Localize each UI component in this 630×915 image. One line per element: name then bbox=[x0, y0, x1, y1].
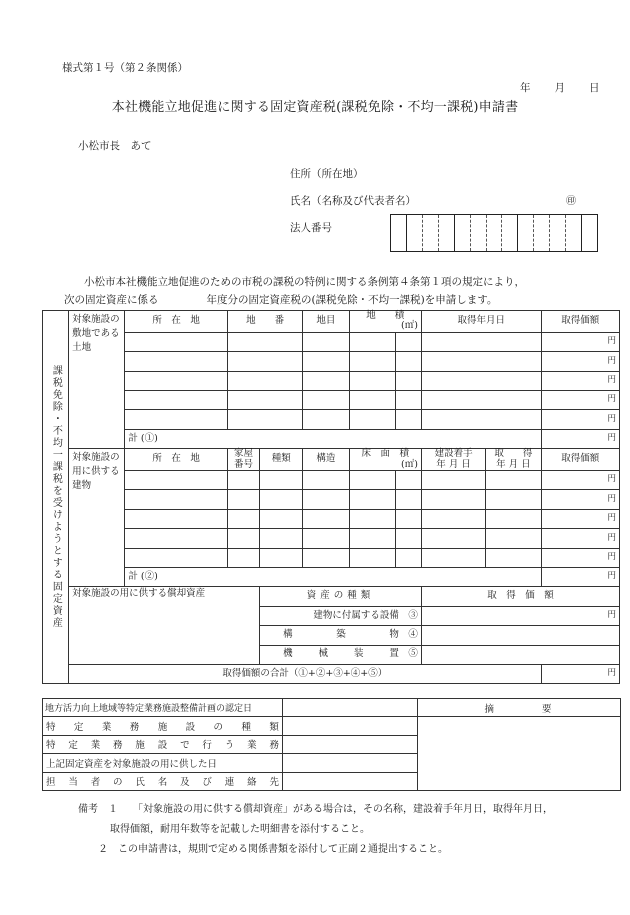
row3-char: 業 bbox=[247, 740, 257, 752]
land-area-decimal-cell[interactable] bbox=[395, 391, 421, 410]
contact-cell[interactable] bbox=[283, 772, 418, 790]
land-price-cell[interactable]: 円 bbox=[541, 410, 619, 429]
bldg-location-cell[interactable] bbox=[125, 548, 228, 567]
date-day-label: 日 bbox=[589, 82, 600, 94]
land-header-location: 所 在 地 bbox=[125, 311, 228, 333]
row5-char: び bbox=[202, 777, 212, 789]
land-area-decimal-cell[interactable] bbox=[395, 371, 421, 390]
summary-cell[interactable] bbox=[418, 717, 621, 791]
table-row bbox=[43, 509, 620, 528]
bldg-header-start bbox=[421, 449, 485, 471]
note-1-b: 取得価額，耐用年数等を記載した明細書を添付すること。 bbox=[110, 824, 370, 835]
bldg-floor-cell[interactable] bbox=[349, 529, 395, 548]
bldg-header-house-no bbox=[227, 449, 259, 471]
land-header-acq-price: 取得価額 bbox=[541, 311, 619, 333]
land-area-cell[interactable] bbox=[349, 371, 395, 390]
bldg-header-house-no-2: 番号 bbox=[233, 458, 253, 470]
dep-row3-a: 機 bbox=[283, 648, 293, 660]
table-row bbox=[43, 352, 620, 371]
bldg-header-floor-2: (㎡) bbox=[401, 458, 418, 470]
land-lot-cell[interactable] bbox=[227, 391, 302, 410]
land-location-cell[interactable] bbox=[125, 352, 228, 371]
dep-row-equipment: 建物に付属する設備 ③ bbox=[260, 606, 422, 625]
corporate-number-field[interactable] bbox=[390, 214, 598, 252]
plan-approval-cell[interactable] bbox=[283, 699, 418, 717]
bldg-floor-decimal-cell[interactable] bbox=[395, 471, 421, 490]
land-header-area-1: 地 積 bbox=[366, 310, 405, 321]
body-text-line2-a: 次の固定資産に係る bbox=[64, 294, 159, 306]
land-price-cell[interactable]: 円 bbox=[541, 391, 619, 410]
land-lot-cell[interactable] bbox=[227, 332, 302, 351]
bldg-start-cell[interactable] bbox=[421, 548, 485, 567]
land-header-area bbox=[349, 311, 421, 333]
bldg-structure-cell[interactable] bbox=[303, 490, 349, 509]
facility-business-label bbox=[43, 735, 283, 753]
bldg-acq-cell[interactable] bbox=[486, 529, 541, 548]
land-total-label: 計 (①) bbox=[125, 429, 541, 448]
bldg-header-structure: 構造 bbox=[303, 449, 349, 471]
land-lot-cell[interactable] bbox=[227, 410, 302, 429]
addressee: 小松市長 あて bbox=[78, 140, 152, 152]
row3-char: う bbox=[224, 740, 235, 752]
bldg-header-floor-1: 床 面 積 bbox=[361, 448, 409, 460]
dep-structure-price-cell[interactable] bbox=[421, 626, 619, 645]
bldg-type-cell[interactable] bbox=[260, 490, 303, 509]
bldg-price-cell[interactable]: 円 bbox=[541, 471, 619, 490]
building-total-label: 計 (②) bbox=[125, 568, 541, 587]
bldg-floor-cell[interactable] bbox=[349, 490, 395, 509]
note-1 bbox=[78, 800, 553, 815]
body-text-line1: 小松市本社機能立地促進のための市税の課税の特例に関する条例第４条第１項の規定により， bbox=[84, 276, 525, 288]
row2-char: 務 bbox=[129, 722, 140, 734]
bldg-acq-cell[interactable] bbox=[486, 471, 541, 490]
row2-char: 定 bbox=[73, 722, 84, 734]
date-line bbox=[520, 80, 600, 95]
depreciable-label: 対象施設の用に供する償却資産 bbox=[69, 587, 260, 665]
table-row bbox=[43, 490, 620, 509]
land-header-acq-date: 取得年月日 bbox=[421, 311, 541, 333]
table-row bbox=[43, 391, 620, 410]
dep-row3-b: 械 bbox=[318, 648, 329, 660]
row5-char: 名 bbox=[157, 777, 168, 789]
dep-row-machinery bbox=[260, 645, 422, 664]
bldg-location-cell[interactable] bbox=[125, 471, 228, 490]
bldg-structure-cell[interactable] bbox=[303, 471, 349, 490]
address-label: 住所（所在地） bbox=[290, 168, 364, 180]
land-price-cell[interactable]: 円 bbox=[541, 352, 619, 371]
dep-row2-c: 物 ④ bbox=[389, 628, 418, 640]
land-category-cell[interactable] bbox=[303, 332, 349, 351]
row5-char: 者 bbox=[90, 777, 101, 789]
bldg-header-start-1: 建設着手 bbox=[434, 448, 473, 460]
bldg-start-cell[interactable] bbox=[421, 529, 485, 548]
building-label: 対象施設の用に供する建物 bbox=[69, 449, 125, 587]
land-area-decimal-cell[interactable] bbox=[395, 332, 421, 351]
dep-machinery-price-cell[interactable] bbox=[421, 645, 619, 664]
bldg-floor-cell[interactable] bbox=[349, 471, 395, 490]
bldg-header-acq-2: 年 月 日 bbox=[496, 458, 531, 470]
bldg-header-location: 所 在 地 bbox=[125, 449, 228, 471]
land-total-cell[interactable]: 円 bbox=[541, 429, 619, 448]
bldg-price-cell[interactable]: 円 bbox=[541, 529, 619, 548]
land-location-cell[interactable] bbox=[125, 391, 228, 410]
land-category-cell[interactable] bbox=[303, 352, 349, 371]
land-area-cell[interactable] bbox=[349, 391, 395, 410]
note-1-a: 「対象施設の用に供する償却資産」がある場合は，その名称，建設着手年月日，取得年月日， bbox=[138, 804, 553, 815]
land-area-decimal-cell[interactable] bbox=[395, 410, 421, 429]
row5-char: 絡 bbox=[247, 777, 257, 789]
table-row bbox=[43, 371, 620, 390]
row5-char: 及 bbox=[180, 777, 190, 789]
dep-equipment-price-cell[interactable]: 円 bbox=[421, 606, 619, 625]
service-date-label: 上記固定資産を対象施設の用に供した日 bbox=[43, 754, 283, 772]
body-text-line2 bbox=[64, 292, 497, 307]
bldg-header-floor bbox=[349, 449, 421, 471]
service-date-cell[interactable] bbox=[283, 754, 418, 772]
plan-approval-label: 地方活力向上地域等特定業務施設整備計画の認定日 bbox=[43, 699, 283, 717]
summary-header: 摘 要 bbox=[418, 699, 621, 717]
row2-char: 種 bbox=[241, 722, 251, 734]
land-header-category: 地目 bbox=[303, 311, 349, 333]
land-acq-date-cell[interactable] bbox=[421, 332, 541, 351]
bldg-price-cell[interactable]: 円 bbox=[541, 548, 619, 567]
facility-type-cell[interactable] bbox=[283, 717, 418, 735]
bldg-floor-cell[interactable] bbox=[349, 509, 395, 528]
bldg-floor-decimal-cell[interactable] bbox=[395, 529, 421, 548]
table-row bbox=[43, 548, 620, 567]
bldg-structure-cell[interactable] bbox=[303, 509, 349, 528]
land-acq-date-cell[interactable] bbox=[421, 352, 541, 371]
row5-char: 氏 bbox=[135, 777, 145, 789]
bldg-acq-cell[interactable] bbox=[486, 509, 541, 528]
facility-business-cell[interactable] bbox=[283, 735, 418, 753]
bldg-house-no-cell[interactable] bbox=[227, 529, 259, 548]
bldg-floor-cell[interactable] bbox=[349, 548, 395, 567]
land-price-cell[interactable]: 円 bbox=[541, 332, 619, 351]
bldg-type-cell[interactable] bbox=[260, 509, 303, 528]
date-month-label: 月 bbox=[554, 82, 565, 94]
bldg-house-no-cell[interactable] bbox=[227, 548, 259, 567]
bldg-house-no-cell[interactable] bbox=[227, 471, 259, 490]
row2-char: 施 bbox=[157, 722, 168, 734]
land-area-decimal-cell[interactable] bbox=[395, 352, 421, 371]
row2-char: の bbox=[213, 722, 224, 734]
corporate-number-label: 法人番号 bbox=[290, 222, 332, 234]
land-price-cell[interactable]: 円 bbox=[541, 371, 619, 390]
land-area-cell[interactable] bbox=[349, 332, 395, 351]
land-category-cell[interactable] bbox=[303, 371, 349, 390]
sum-label: 取得価額の合計（①+②+③+④+⑤） bbox=[69, 665, 541, 684]
land-header-area-2: (㎡) bbox=[401, 320, 418, 332]
side-label: 課税免除・不均一課税を受けようとする固定資産 bbox=[43, 311, 69, 684]
row5-char: 連 bbox=[224, 777, 235, 789]
table-row bbox=[43, 529, 620, 548]
bldg-structure-cell[interactable] bbox=[303, 548, 349, 567]
land-header-lot: 地 番 bbox=[227, 311, 302, 333]
sum-cell[interactable]: 円 bbox=[541, 665, 619, 684]
dep-row3-c: 装 bbox=[353, 648, 364, 660]
row3-char: 定 bbox=[68, 740, 78, 752]
dep-row2-a: 構 bbox=[283, 628, 293, 640]
bldg-start-cell[interactable] bbox=[421, 490, 485, 509]
bldg-header-type: 種類 bbox=[260, 449, 303, 471]
bldg-header-house-no-1: 家屋 bbox=[233, 448, 253, 460]
bldg-location-cell[interactable] bbox=[125, 509, 228, 528]
bldg-header-acq-price: 取得価額 bbox=[541, 449, 619, 471]
row2-char: 設 bbox=[185, 722, 196, 734]
bldg-start-cell[interactable] bbox=[421, 509, 485, 528]
bldg-header-acq bbox=[486, 449, 541, 471]
form-number: 様式第１号（第２条関係） bbox=[62, 62, 188, 74]
name-label: 氏名（名称及び代表者名） bbox=[290, 195, 416, 207]
bldg-header-start-2: 年 月 日 bbox=[436, 458, 471, 470]
land-location-cell[interactable] bbox=[125, 371, 228, 390]
row3-char: 施 bbox=[135, 740, 145, 752]
row3-char: 業 bbox=[90, 740, 101, 752]
dep-row2-b: 築 bbox=[336, 628, 346, 640]
row5-char: 当 bbox=[68, 777, 78, 789]
dep-header-price: 取 得 価 額 bbox=[421, 587, 619, 606]
row5-char: の bbox=[113, 777, 123, 789]
bldg-house-no-cell[interactable] bbox=[227, 490, 259, 509]
building-total-cell[interactable]: 円 bbox=[541, 568, 619, 587]
land-lot-cell[interactable] bbox=[227, 352, 302, 371]
row5-char: 先 bbox=[269, 777, 279, 789]
dep-row3-d: 置 ⑤ bbox=[389, 648, 418, 660]
bldg-floor-decimal-cell[interactable] bbox=[395, 548, 421, 567]
row3-char: で bbox=[180, 740, 190, 752]
row3-char: 務 bbox=[269, 740, 279, 752]
row2-char: 特 bbox=[46, 722, 56, 734]
bldg-location-cell[interactable] bbox=[125, 490, 228, 509]
bldg-header-acq-1: 取 得 bbox=[494, 448, 533, 460]
land-area-cell[interactable] bbox=[349, 352, 395, 371]
bldg-house-no-cell[interactable] bbox=[227, 509, 259, 528]
land-acq-date-cell[interactable] bbox=[421, 410, 541, 429]
table-row bbox=[43, 332, 620, 351]
asset-table bbox=[42, 310, 620, 684]
bldg-type-cell[interactable] bbox=[260, 471, 303, 490]
note-1-head: 備考 １ bbox=[78, 804, 118, 815]
land-category-cell[interactable] bbox=[303, 391, 349, 410]
table-row bbox=[43, 410, 620, 429]
table-row bbox=[43, 471, 620, 490]
row3-char: 設 bbox=[157, 740, 168, 752]
bldg-type-cell[interactable] bbox=[260, 548, 303, 567]
land-area-cell[interactable] bbox=[349, 410, 395, 429]
land-label: 対象施設の敷地である土地 bbox=[69, 311, 125, 449]
body-text-line2-b: 年度分の固定資産税の(課税免除・不均一課税)を申請します。 bbox=[206, 294, 498, 306]
seal-mark: ㊞ bbox=[566, 196, 576, 207]
row5-char: 担 bbox=[46, 777, 56, 789]
bldg-floor-decimal-cell[interactable] bbox=[395, 490, 421, 509]
land-acq-date-cell[interactable] bbox=[421, 371, 541, 390]
bldg-floor-decimal-cell[interactable] bbox=[395, 509, 421, 528]
bldg-start-cell[interactable] bbox=[421, 471, 485, 490]
bldg-structure-cell[interactable] bbox=[303, 529, 349, 548]
facility-type-label bbox=[43, 717, 283, 735]
row2-char: 類 bbox=[269, 722, 279, 734]
contact-label bbox=[43, 772, 283, 790]
row2-char: 業 bbox=[101, 722, 112, 734]
date-year-label: 年 bbox=[520, 82, 531, 94]
land-lot-cell[interactable] bbox=[227, 371, 302, 390]
land-category-cell[interactable] bbox=[303, 410, 349, 429]
lower-table bbox=[42, 698, 621, 791]
dep-header-kind: 資産の種類 bbox=[260, 587, 422, 606]
land-location-cell[interactable] bbox=[125, 332, 228, 351]
row3-char: 行 bbox=[202, 740, 212, 752]
bldg-acq-cell[interactable] bbox=[486, 548, 541, 567]
note-2: ２ この申請書は，規則で定める関係書類を添付して正副２通提出すること。 bbox=[98, 844, 448, 855]
land-location-cell[interactable] bbox=[125, 410, 228, 429]
bldg-type-cell[interactable] bbox=[260, 529, 303, 548]
bldg-price-cell[interactable]: 円 bbox=[541, 490, 619, 509]
bldg-location-cell[interactable] bbox=[125, 529, 228, 548]
bldg-price-cell[interactable]: 円 bbox=[541, 509, 619, 528]
land-acq-date-cell[interactable] bbox=[421, 391, 541, 410]
bldg-acq-cell[interactable] bbox=[486, 490, 541, 509]
row3-char: 務 bbox=[113, 740, 123, 752]
row3-char: 特 bbox=[46, 740, 56, 752]
dep-row-structure bbox=[260, 626, 422, 645]
page-title: 本社機能立地促進に関する固定資産税(課税免除・不均一課税)申請書 bbox=[111, 100, 519, 115]
